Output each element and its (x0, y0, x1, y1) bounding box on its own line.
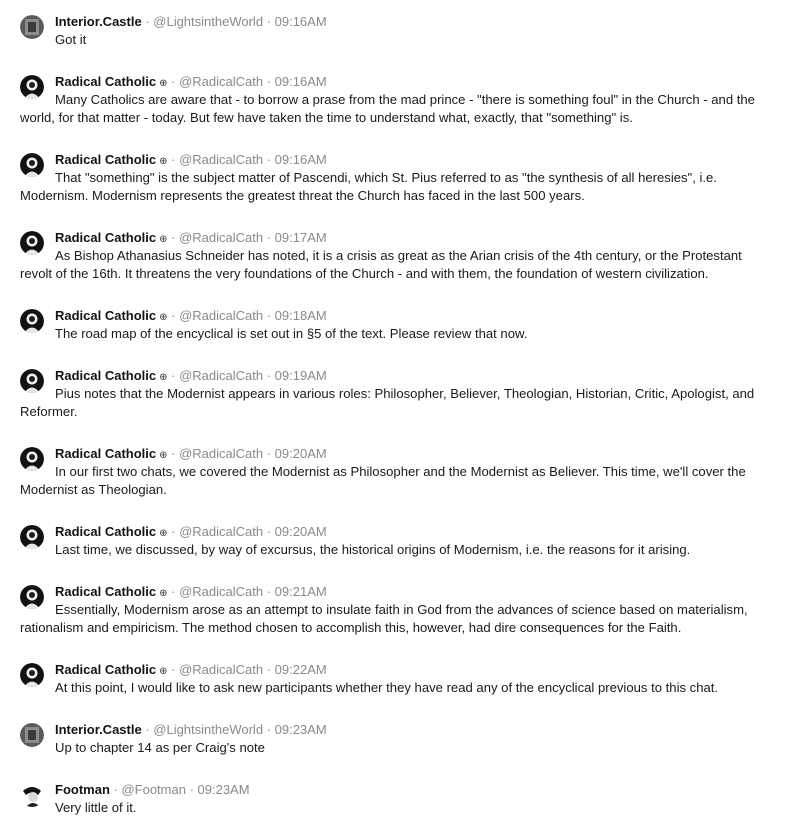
verified-badge-icon: ⊕ (159, 666, 168, 677)
author-handle[interactable]: @RadicalCath (179, 152, 264, 167)
author-handle[interactable]: @RadicalCath (179, 662, 264, 677)
message-header (55, 523, 327, 543)
separator: · (185, 782, 198, 797)
separator: · (167, 230, 180, 245)
message-time: 09:18AM (274, 308, 327, 323)
author-handle[interactable]: @LightsintheWorld (153, 14, 264, 29)
separator: · (167, 152, 180, 167)
separator: · (167, 74, 180, 89)
author-name[interactable]: Radical Catholic (55, 308, 157, 323)
author-handle[interactable]: @RadicalCath (179, 446, 264, 461)
message-text: Last time, we discussed, by way of excursus, the historical origins of Modernism, i.e. the reasons for it arising. (55, 542, 691, 557)
author-handle[interactable]: @RadicalCath (179, 230, 264, 245)
message-time: 09:16AM (274, 152, 327, 167)
message-header (55, 151, 327, 171)
message-time: 09:16AM (274, 74, 327, 89)
message-text: Pius notes that the Modernist appears in various roles: Philosopher, Believer, Theologian, Historian, Critic, Apologist, and Reformer. (20, 386, 755, 419)
message-header (55, 781, 250, 799)
separator: · (263, 14, 275, 29)
verified-badge-icon: ⊕ (159, 78, 168, 89)
separator: · (263, 524, 275, 539)
message-time: 09:19AM (274, 368, 327, 383)
author-name[interactable]: Radical Catholic (55, 446, 157, 461)
author-name[interactable]: Radical Catholic (55, 524, 157, 539)
separator: · (263, 74, 275, 89)
separator: · (167, 524, 180, 539)
author-name[interactable]: Interior.Castle (55, 14, 142, 29)
verified-badge-icon: ⊕ (159, 156, 168, 167)
author-handle[interactable]: @RadicalCath (179, 584, 264, 599)
message-time: 09:23AM (274, 722, 327, 737)
message-header (55, 307, 327, 327)
author-name[interactable]: Radical Catholic (55, 584, 157, 599)
message-header (55, 661, 327, 681)
message-text: As Bishop Athanasius Schneider has noted, it is a crisis as great as the Arian crisis of the 4th century, or the Protestant revolt of the 16th. It threatens the very foundations of the Church - and with them, the foundation of western civilization. (20, 248, 742, 281)
separator: · (167, 446, 180, 461)
message-text: Up to chapter 14 as per Craig's note (55, 740, 265, 755)
separator: · (263, 368, 275, 383)
separator: · (167, 584, 180, 599)
message-header (55, 721, 327, 739)
author-name[interactable]: Interior.Castle (55, 722, 142, 737)
verified-badge-icon: ⊕ (159, 588, 168, 599)
author-handle[interactable]: @RadicalCath (179, 524, 264, 539)
separator: · (167, 308, 180, 323)
message-time: 09:22AM (274, 662, 327, 677)
message-header (55, 583, 327, 603)
message-header (55, 367, 327, 387)
verified-badge-icon: ⊕ (159, 450, 168, 461)
separator: · (109, 782, 122, 797)
separator: · (263, 152, 275, 167)
separator: · (167, 662, 180, 677)
author-handle[interactable]: @LightsintheWorld (153, 722, 264, 737)
message-time: 09:21AM (274, 584, 327, 599)
separator: · (263, 662, 275, 677)
verified-badge-icon: ⊕ (159, 312, 168, 323)
message-text: In our first two chats, we covered the Modernist as Philosopher and the Modernist as Believer. This time, we'll cover the Modernist as Theologian. (20, 464, 746, 497)
separator: · (141, 14, 154, 29)
author-name[interactable]: Radical Catholic (55, 230, 157, 245)
message-text: The road map of the encyclical is set out in §5 of the text. Please review that now. (55, 326, 528, 341)
message-text: That "something" is the subject matter of Pascendi, which St. Pius referred to as "the synthesis of all heresies", i.e. Modernism. Modernism represents the greatest threat the Church has faced in the last 500 years. (20, 170, 717, 203)
separator: · (263, 584, 275, 599)
verified-badge-icon: ⊕ (159, 528, 168, 539)
message-time: 09:23AM (197, 782, 250, 797)
message-text: At this point, I would like to ask new participants whether they have read any of the encyclical previous to this chat. (55, 680, 719, 695)
author-handle[interactable]: @RadicalCath (179, 368, 264, 383)
message-text: Very little of it. (55, 800, 137, 815)
separator: · (167, 368, 180, 383)
separator: · (263, 446, 275, 461)
message-header (55, 13, 327, 31)
separator: · (141, 722, 154, 737)
verified-badge-icon: ⊕ (159, 234, 168, 245)
message-time: 09:20AM (274, 524, 327, 539)
separator: · (263, 230, 275, 245)
author-handle[interactable]: @Footman (121, 782, 186, 797)
separator: · (263, 722, 275, 737)
message-time: 09:17AM (274, 230, 327, 245)
author-handle[interactable]: @RadicalCath (179, 74, 264, 89)
author-name[interactable]: Radical Catholic (55, 368, 157, 383)
message-header (55, 229, 327, 249)
message-text: Many Catholics are aware that - to borrow a prase from the mad prince - "there is something foul" in the Church - and the world, for that matter - today. But few have taken the time to understand what, exactly, that "something" is. (20, 92, 755, 125)
author-name[interactable]: Footman (55, 782, 110, 797)
author-name[interactable]: Radical Catholic (55, 74, 157, 89)
author-name[interactable]: Radical Catholic (55, 662, 157, 677)
message-time: 09:20AM (274, 446, 327, 461)
author-name[interactable]: Radical Catholic (55, 152, 157, 167)
author-handle[interactable]: @RadicalCath (179, 308, 264, 323)
message-text: Essentially, Modernism arose as an attempt to insulate faith in God from the advances of science based on materialism, rationalism and empiricism. The method chosen to accomplish this, however, had dire consequences for the Faith. (20, 602, 748, 635)
message-header (55, 445, 327, 465)
separator: · (263, 308, 275, 323)
verified-badge-icon: ⊕ (159, 372, 168, 383)
message-header (55, 73, 327, 93)
message-time: 09:16AM (274, 14, 327, 29)
message-text: Got it (55, 32, 87, 47)
